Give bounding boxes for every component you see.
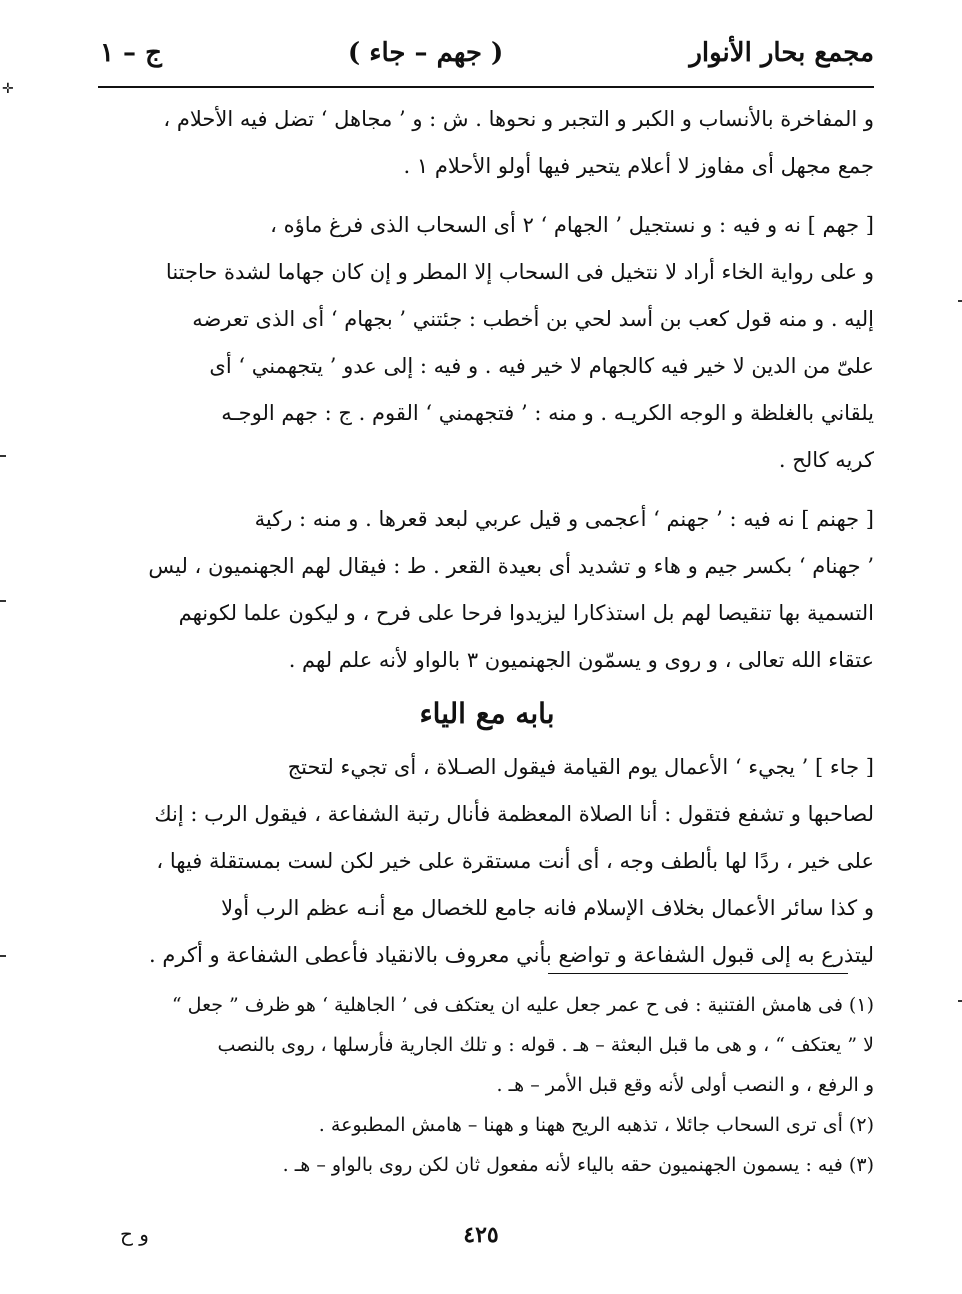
footnote-1-cont: و الرفع ، و النصب أولى لأنه وقع قبل الأمر – هـ . <box>496 1074 874 1096</box>
text-line: جمع مجهل أى مفاوز لا أعلام يتحير فيها أولو الأحلام ١ . <box>403 154 874 178</box>
running-header <box>100 30 874 76</box>
entry-jahannam: [ جهنم ] نه فيه : ’ جهنم ‘ أعجمى و قيل عربي لبعد قعرها . و منه : ركية <box>254 507 874 531</box>
text-line: و كذا سائر الأعمال بخلاف الإسلام فانه جامع للخصال مع أنـه عظم الرب أولا <box>221 896 874 920</box>
registration-mark: ✛ <box>2 81 14 97</box>
footnote-3: (٣) فيه : يسمون الجهنميون حقه بالياء لأنه مفعول ثان لكن روى بالواو – هـ . <box>282 1154 874 1176</box>
section-range: ( جهم – جاء ) <box>347 38 504 68</box>
footnotes <box>100 985 874 1185</box>
text-line: و المفاخرة بالأنساب و الكبر و التجبر و نحوها . ش : و ’ مجاهل ‘ تضل فيه الأحلام ، <box>163 107 874 131</box>
margin-tick <box>958 300 962 302</box>
text-line: ليتذرع به إلى قبول الشفاعة و تواضع بأني معروف بالانقياد فأعطى الشفاعة و أكرم . <box>149 943 874 967</box>
text-line: التسمية بها تنقيصا لهم بل استذكارا ليزيدوا فرحا على فرح ، و ليكون علما لكونهم <box>178 601 874 625</box>
signature-mark: و ح <box>120 1222 149 1246</box>
margin-tick <box>958 1000 962 1002</box>
text-line: ’ جهنام ‘ بكسر جيم و هاء و تشديد أى بعيدة القعر . ط : فيقال لهم الجهنميون ، ليس <box>148 554 874 578</box>
margin-tick <box>0 600 6 602</box>
text-line: كريه كالح . <box>778 448 874 472</box>
margin-tick <box>0 955 6 957</box>
text-line: لصاحبها و تشفع فتقول : أنا الصلاة المعظمة فأنال رتبة الشفاعة ، فيقول الرب : إنك <box>154 802 874 826</box>
section-heading: بابه مع الياء <box>419 697 555 730</box>
footnote-1: (١) فى هامش الفتنية : فى ح عمر جعل عليه ان يعتكف فى ’ الجاهلية ‘ هو ظرف ” جعل “ <box>171 994 874 1016</box>
text-line: عتقاء الله تعالى ، و روى و يسمّون الجهنميون ٣ بالواو لأنه علم لهم . <box>288 648 874 672</box>
header-rule <box>98 86 874 88</box>
volume-number: ج – ١ <box>100 38 162 68</box>
text-line: على خير ، ردًا لها بألطف وجه ، أى أنت مستقرة على خير لكن لست بمستقلة فيها ، <box>156 849 874 873</box>
text-line: إليه . و منه قول كعب بن أسد لحي بن أخطب : جئتني ’ بجهام ‘ أى الذى تعرضه <box>192 307 874 331</box>
book-title: مجمع بحار الأنوار <box>689 38 874 68</box>
main-text <box>100 96 874 979</box>
text-line: يلقاني بالغلظة و الوجه الكريـه . و منه : ’ فتجهمني ‘ القوم . ج : جهم الوجـه <box>221 401 874 425</box>
footnote-2: (٢) أى ترى السحاب جائلا ، تذهبه الريح ههنا و ههنا – هامش المطبوعة . <box>318 1114 874 1136</box>
entry-jaa: [ جاء ] ’ يجيء ‘ الأعمال يوم القيامة فيقول الصـلاة ، أى تجيء لتحتج <box>287 755 874 779</box>
entry-jahm: [ جهم ] نه و فيه : و نستجيل ’ الجهام ‘ ٢ أى السحاب الذى فرغ ماؤه ، <box>270 213 874 237</box>
page-number: ٤٢٥ <box>463 1222 499 1248</box>
margin-tick <box>0 455 6 457</box>
footnote-rule <box>548 973 848 974</box>
text-line: و على رواية الخاء أراد لا نتخيل فى السحاب إلا المطر و إن كان جهاما لشدة حاجتنا <box>165 260 874 284</box>
footnote-1-cont: لا ” يعتكف “ ، و هى ما قبل البعثة – هـ . قوله : و تلك الجارية فأرسلها ، روى بالنصب <box>217 1034 874 1056</box>
text-line: علىّ من الدين لا خير فيه كالجهام لا خير فيه . و فيه : إلى عدو ’ يتجهمني ‘ أى <box>209 354 874 378</box>
